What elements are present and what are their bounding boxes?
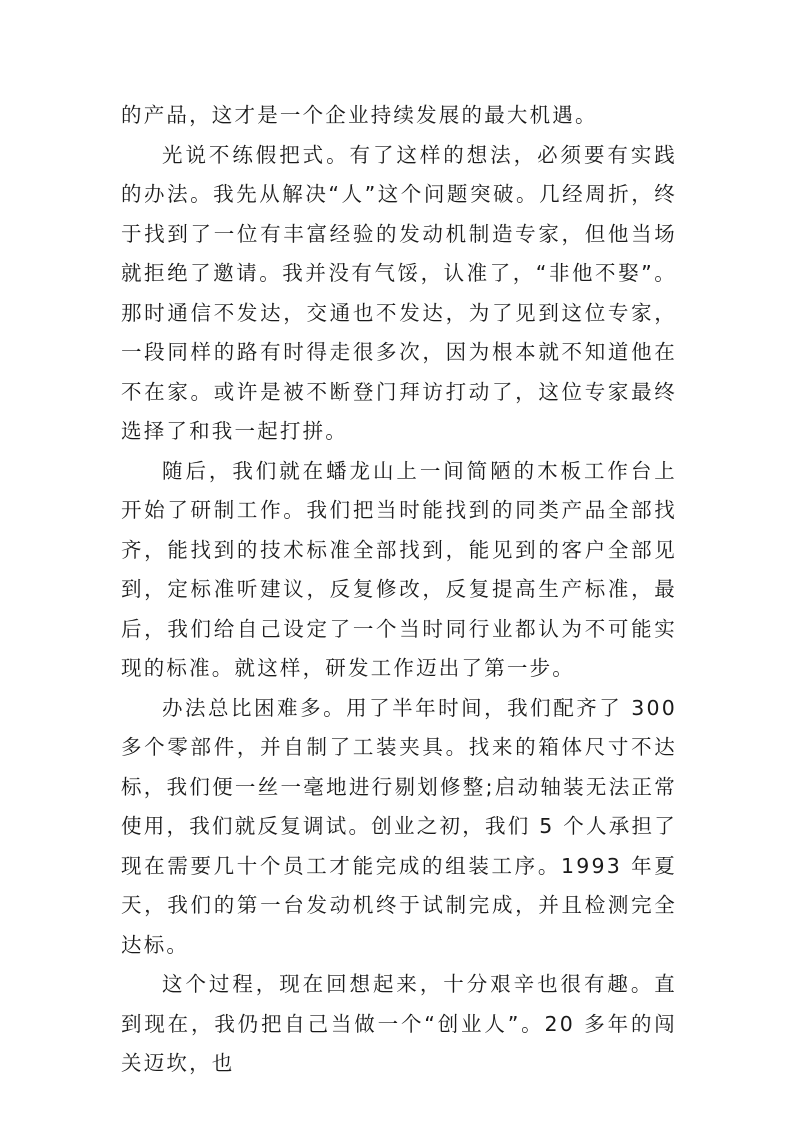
paragraph-research-start: 随后，我们就在蟠龙山上一间简陋的木板工作台上开始了研制工作。我们把当时能找到的同类产品全部找齐，能找到的技术标准全部找到，能见到的客户全部见到，定标准听建议，反复修改，反复提高生产标准，最后，我们给自己设定了一个当时同行业都认为不可能实现的标准。就这样，研发工作迈出了第一步。 — [121, 458, 677, 680]
paragraph-opening-fragment: 的产品，这才是一个企业持续发展的最大机遇。 — [121, 103, 598, 127]
document-body — [121, 96, 677, 1084]
paragraph-entrepreneur-reflection: 这个过程，现在回想起来，十分艰辛也很有趣。直到现在，我仍把自己当做一个“创业人”。20 多年的闯关迈坎，也 — [121, 972, 677, 1075]
paragraph-finding-expert: 光说不练假把式。有了这样的想法，必须要有实践的办法。我先从解决“人”这个问题突破。几经周折，终于找到了一位有丰富经验的发动机制造专家，但他当场就拒绝了邀请。我并没有气馁，认准了，“非他不娶”。那时通信不发达，交通也不发达，为了见到这位专家，一段同样的路有时得走很多次，因为根本就不知道他在不在家。或许是被不断登门拜访打动了，这位专家最终选择了和我一起打拼。 — [121, 142, 677, 443]
paragraph-first-engine: 办法总比困难多。用了半年时间，我们配齐了 300 多个零部件，并自制了工装夹具。找来的箱体尺寸不达标，我们便一丝一毫地进行剔划修整;启动轴装无法正常使用，我们就反复调试。创业之初，我们 5 个人承担了现在需要几十个员工才能完成的组装工序。1993 年夏天，我们的第一台发动机终于试制完成，并且检测完全达标。 — [121, 695, 677, 957]
